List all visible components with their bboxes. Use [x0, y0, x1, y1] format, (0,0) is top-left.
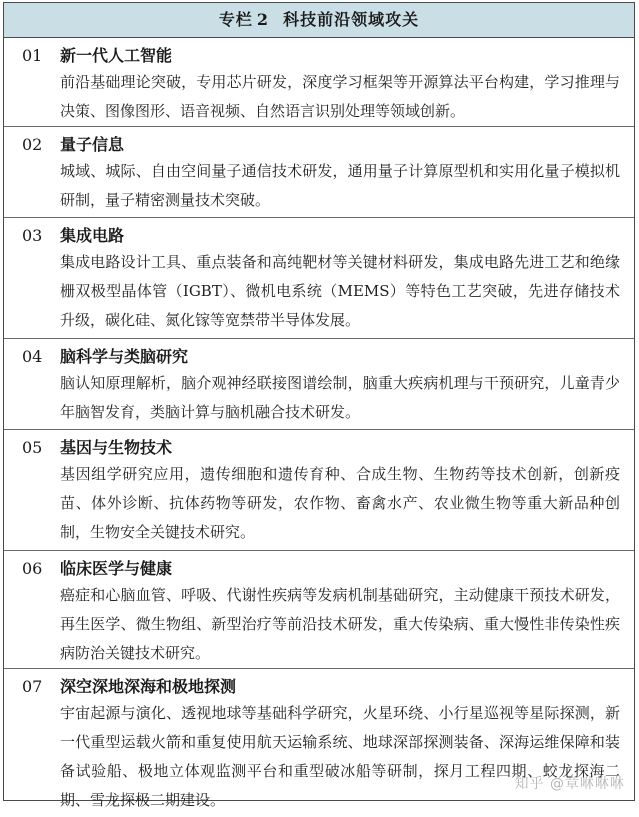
section-body: 脑认知原理解析，脑介观神经联接图谱绘制，脑重大疾病机理与干预研究，儿童青少年脑智发育，类脑计算与脑机融合技术研发。	[60, 374, 620, 421]
section-title: 临床医学与健康	[60, 559, 173, 578]
section-ic	[4, 218, 634, 339]
section-number: 06	[22, 559, 43, 578]
section-title: 脑科学与类脑研究	[60, 347, 189, 366]
section-number: 01	[22, 46, 43, 65]
panel-header	[4, 3, 634, 38]
section-number: 03	[22, 226, 43, 245]
section-title: 新一代人工智能	[60, 46, 173, 65]
header-number: 2	[256, 10, 270, 29]
section-title: 集成电路	[60, 226, 125, 245]
section-body: 基因组学研究应用，遗传细胞和遗传育种、合成生物、生物药等技术创新，创新疫苗、体外诊断、抗体药物等研发，农作物、畜禽水产、农业微生物等重大新品种创制，生物安全关键技术研究。	[60, 465, 620, 541]
section-body: 集成电路设计工具、重点装备和高纯靶材等关键材料研发，集成电路先进工艺和绝缘栅双极型晶体管（IGBT）、微机电系统（MEMS）等特色工艺突破，先进存储技术升级，碳化硅、氮化镓等宽禁带半导体发展。	[60, 253, 620, 329]
section-title: 基因与生物技术	[60, 438, 173, 457]
section-quantum	[4, 127, 634, 218]
section-exploration	[4, 669, 634, 817]
watermark: 知乎 @章咻咻咻	[514, 776, 625, 792]
section-number: 07	[22, 677, 43, 696]
section-ai	[4, 38, 634, 127]
header-label: 专栏	[218, 10, 253, 29]
section-body: 前沿基础理论突破，专用芯片研发，深度学习框架等开源算法平台构建，学习推理与决策、图像图形、语音视频、自然语言识别处理等领域创新。	[60, 73, 620, 120]
section-title: 量子信息	[60, 135, 125, 154]
section-body: 城域、城际、自由空间量子通信技术研发，通用量子计算原型机和实用化量子模拟机研制，量子精密测量技术突破。	[60, 162, 620, 209]
section-clinical	[4, 551, 634, 669]
section-number: 04	[22, 347, 43, 366]
section-number: 02	[22, 135, 43, 154]
section-body: 癌症和心脑血管、呼吸、代谢性疾病等发病机制基础研究，主动健康干预技术研发，再生医学、微生物组、新型治疗等前沿技术研发，重大传染病、重大慢性非传染性疾病防治关键技术研究。	[60, 586, 620, 662]
section-gene	[4, 430, 634, 551]
section-brain	[4, 339, 634, 430]
header-title: 科技前沿领域攻关	[283, 10, 420, 29]
section-body: 宇宙起源与演化、透视地球等基础科学研究，火星环绕、小行星巡视等星际探测，新一代重型运载火箭和重复使用航天运输系统、地球深部探测装备、深海运维保障和装备试验船、极地立体观监测平台和重型破冰船等研制，探月工程四期、蛟龙探海二期、雪龙探极二期建设。	[60, 704, 620, 809]
section-title: 深空深地深海和极地探测	[60, 677, 237, 696]
feature-panel	[3, 2, 635, 809]
section-number: 05	[22, 438, 43, 457]
